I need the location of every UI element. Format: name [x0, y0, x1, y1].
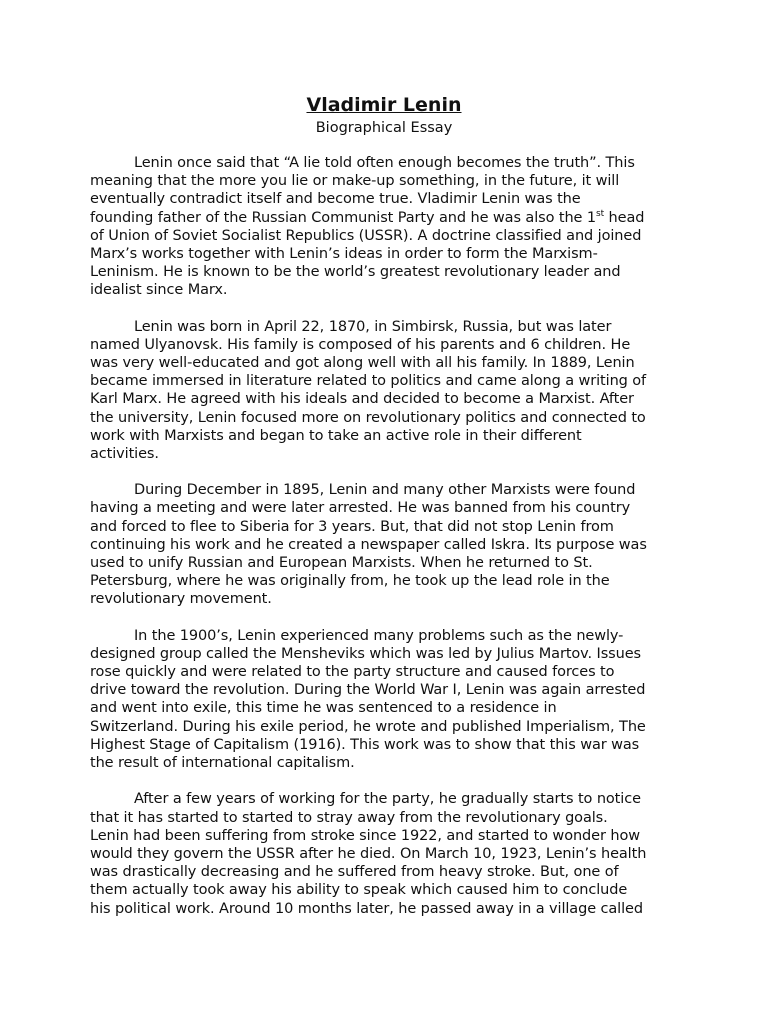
paragraph-line: Petersburg, where he was originally from, he took up the lead role in the — [90, 573, 610, 590]
document-page — [90, 94, 678, 936]
paragraph-line: In the 1900’s, Lenin experienced many problems such as the newly- — [134, 627, 624, 644]
paragraph-line: founding father of the Russian Communist Party and he was also the 1st head — [90, 208, 645, 226]
paragraph-line: was very well-educated and got along well with all his family. In 1889, Lenin — [90, 355, 635, 372]
paragraph-line: them actually took away his ability to speak which caused him to conclude — [90, 882, 628, 899]
paragraph-line: his political work. Around 10 months later, he passed away in a village called — [90, 900, 643, 917]
paragraph-line: the result of international capitalism. — [90, 755, 355, 772]
paragraph-line: became immersed in literature related to politics and came along a writing of — [90, 373, 647, 390]
paragraph-line: having a meeting and were later arrested. He was banned from his country — [90, 500, 631, 517]
paragraph-line: During December in 1895, Lenin and many other Marxists were found — [134, 482, 636, 499]
essay-paragraph — [90, 790, 678, 917]
essay-paragraph — [90, 318, 678, 464]
paragraph-line: activities. — [90, 446, 159, 463]
paragraph-line: designed group called the Mensheviks which was led by Julius Martov. Issues — [90, 645, 641, 662]
paragraph-line: drive toward the revolution. During the World War I, Lenin was again arrested — [90, 682, 646, 699]
paragraph-line: used to unify Russian and European Marxists. When he returned to St. — [90, 555, 593, 572]
paragraph-line: Leninism. He is known to be the world’s greatest revolutionary leader and — [90, 264, 621, 281]
paragraph-line: Lenin was born in April 22, 1870, in Simbirsk, Russia, but was later — [134, 318, 612, 335]
document-subtitle: Biographical Essay — [315, 120, 453, 136]
paragraph-line: was drastically decreasing and he suffered from heavy stroke. But, one of — [90, 864, 619, 881]
paragraph-line: rose quickly and were related to the party structure and caused forces to — [90, 664, 615, 681]
essay-paragraph — [90, 154, 678, 300]
paragraph-line: Switzerland. During his exile period, he wrote and published Imperialism, The — [90, 718, 646, 735]
essay-paragraph — [90, 627, 678, 773]
paragraph-line: revolutionary movement. — [90, 591, 272, 608]
paragraph-line: work with Marxists and began to take an active role in their different — [90, 427, 582, 444]
paragraph-line: that it has started to started to stray away from the revolutionary goals. — [90, 809, 608, 826]
paragraph-line: and forced to flee to Siberia for 3 years. But, that did not stop Lenin from — [90, 518, 614, 535]
paragraph-line: Marx’s works together with Lenin’s ideas in order to form the Marxism- — [90, 246, 598, 263]
essay-body — [90, 154, 678, 918]
line-tail: head — [604, 209, 645, 226]
paragraph-line: Lenin once said that “A lie told often enough becomes the truth”. This — [134, 155, 635, 171]
ordinal-superscript: st — [596, 208, 605, 219]
paragraph-line: continuing his work and he created a newspaper called Iskra. Its purpose was — [90, 536, 647, 553]
essay-paragraph — [90, 481, 678, 608]
paragraph-line: Karl Marx. He agreed with his ideals and decided to become a Marxist. After — [90, 391, 634, 408]
document-title: Vladimir Lenin — [306, 94, 462, 116]
paragraph-line: Highest Stage of Capitalism (1916). This work was to show that this war was — [90, 736, 640, 753]
paragraph-line: meaning that the more you lie or make-up something, in the future, it will — [90, 173, 620, 190]
paragraph-line: eventually contradict itself and become true. Vladimir Lenin was the — [90, 191, 581, 208]
paragraph-line: the university, Lenin focused more on revolutionary politics and connected to — [90, 409, 646, 426]
paragraph-line: would they govern the USSR after he died. On March 10, 1923, Lenin’s health — [90, 845, 647, 862]
paragraph-line: named Ulyanovsk. His family is composed of his parents and 6 children. He — [90, 336, 631, 353]
paragraph-line: of Union of Soviet Socialist Republics (USSR). A doctrine classified and joined — [90, 227, 642, 244]
paragraph-line: and went into exile, this time he was sentenced to a residence in — [90, 700, 557, 717]
paragraph-line: After a few years of working for the party, he gradually starts to notice — [134, 791, 641, 808]
paragraph-line: Lenin had been suffering from stroke since 1922, and started to wonder how — [90, 827, 640, 844]
paragraph-line: idealist since Marx. — [90, 282, 228, 299]
